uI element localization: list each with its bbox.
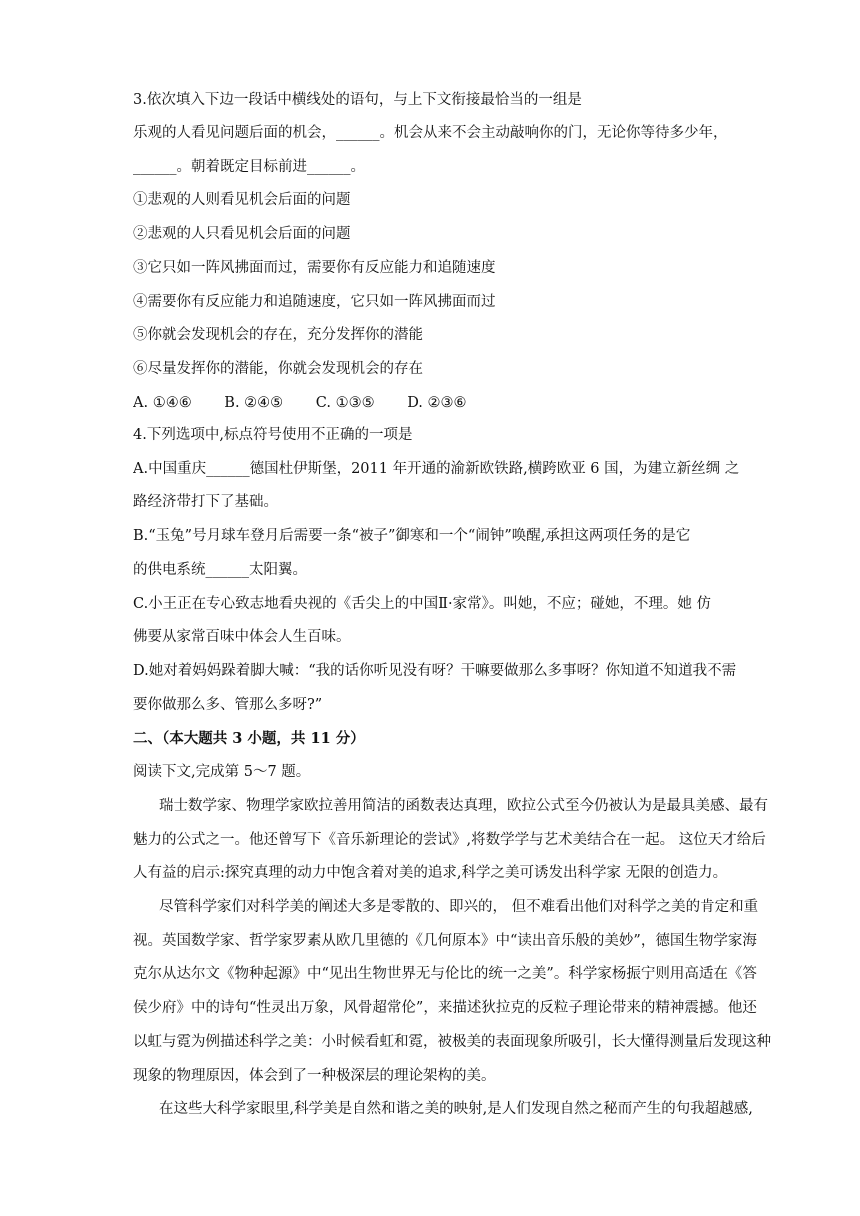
emphasis-char: 正	[325, 427, 340, 443]
section-2-intro: 阅读下文,完成第 5～7 题。	[133, 764, 311, 780]
section-2-heading: 二、（本大题共 3 小题，共 11 分）	[133, 730, 365, 747]
question-3-option-2: ②悲观的人只看见机会后面的问题	[133, 226, 351, 242]
passage-paragraph-1-line-1: 瑞士数学家、物理学家欧拉善用简洁的函数表达真理，欧拉公式至今仍被认为是最具美感、最有	[159, 798, 768, 814]
question-3-option-1: ①悲观的人则看见机会后面的问题	[133, 192, 351, 208]
question-3-option-6: ⑥尽量发挥你的潜能，你就会发现机会的存在	[133, 361, 423, 377]
question-4-option-d-line-1: D.她对着妈妈跺着脚大喊：“我的话你听见没有呀？干嘛要做那么多事呀？你知道不知道我不需	[133, 663, 737, 679]
choice-d: D. ②③⑥	[407, 395, 467, 411]
passage-paragraph-2-line-2: 视。英国数学家、哲学家罗素从欧几里德的《几何原本》中“读出音乐般的美妙”，德国生物学家海	[133, 933, 757, 949]
question-4-option-d-line-2: 要你做那么多、管那么多呀?”	[133, 697, 323, 713]
choice-b: B. ②④⑤	[224, 395, 284, 411]
question-4-option-a-line-1: A.中国重庆______德国杜伊斯堡，2011 年开通的渝新欧铁路,横跨欧亚 6 国，为建立新丝绸 之	[133, 461, 740, 477]
passage-paragraph-3-line-1: 在这些大科学家眼里,科学美是自然和谐之美的映射,是人们发现自然之秘而产生的句我超越感,	[159, 1101, 753, 1117]
question-3-stem: 3.依次填入下边一段话中横线处的语句，与上下文衔接最恰当的一组是	[133, 92, 582, 108]
question-3-passage-line-2: ______。朝着既定目标前进______。	[133, 159, 365, 175]
emphasis-char: 不	[310, 427, 326, 443]
question-4-stem	[133, 425, 773, 445]
passage-paragraph-2-line-6: 现象的物理原因，体会到了一种极深层的理论架构的美。	[133, 1068, 496, 1084]
passage-paragraph-2-line-3: 克尔从达尔文《物种起源》中“见出生物世界无与伦比的统一之美”。科学家杨振宁则用高适在《答	[133, 966, 757, 982]
passage-paragraph-1-line-2: 魅力的公式之一。他还曾写下《音乐新理论的尝试》,将数学学与艺术美结合在一起。 这位天才给后	[133, 832, 766, 848]
question-3-option-5: ⑤你就会发现机会的存在，充分发挥你的潜能	[133, 327, 423, 343]
question-4-stem-prefix: 4.下列选项中,标点符号使用	[133, 427, 311, 443]
question-3-choices	[133, 393, 773, 413]
question-4-option-c-line-2: 佛要从家常百味中体会人生百味。	[133, 629, 351, 645]
question-4-option-b-line-1: B.“玉兔”号月球车登月后需要一条“被子”御寒和一个“闹钟”唤醒,承担这两项任务的是它	[133, 528, 691, 544]
choice-c: C. ①③⑤	[315, 395, 375, 411]
question-4-stem-suffix: 的一项是	[354, 427, 413, 443]
passage-paragraph-2-line-1: 尽管科学家们对科学美的阐述大多是零散的、即兴的， 但不难看出他们对科学之美的肯定和重	[159, 899, 759, 915]
question-4-option-c-line-1: C.小王正在专心致志地看央视的《舌尖上的中国Ⅱ·家常》。叫她，不应；碰她，不理。她 仿	[133, 596, 712, 612]
emphasis-char: 确	[339, 427, 355, 443]
question-3-option-4: ④需要你有反应能力和追随速度，它只如一阵风拂面而过	[133, 294, 496, 310]
choice-a: A. ①④⑥	[133, 395, 192, 411]
question-3-option-3: ③它只如一阵风拂面而过，需要你有反应能力和追随速度	[133, 260, 496, 276]
question-4-option-b-line-2: 的供电系统______太阳翼。	[133, 562, 307, 578]
passage-paragraph-2-line-5: 以虹与霓为例描述科学之美：小时候看虹和霓，被极美的表面现象所吸引，长大懂得测量后发现这种	[133, 1034, 771, 1050]
question-4-option-a-line-2: 路经济带打下了基础。	[133, 494, 278, 510]
passage-paragraph-2-line-4: 侯少府》中的诗句“性灵出万象，风骨超常伦”，来描述狄拉克的反粒子理论带来的精神震撼。他还	[133, 1000, 757, 1016]
question-3-passage-line-1: 乐观的人看见问题后面的机会，______。机会从来不会主动敲响你的门，无论你等待多少年，	[133, 125, 728, 141]
passage-paragraph-1-line-3: 人有益的启示:探究真理的动力中饱含着对美的追求,科学之美可诱发出科学家 无限的创造力。	[133, 865, 728, 881]
